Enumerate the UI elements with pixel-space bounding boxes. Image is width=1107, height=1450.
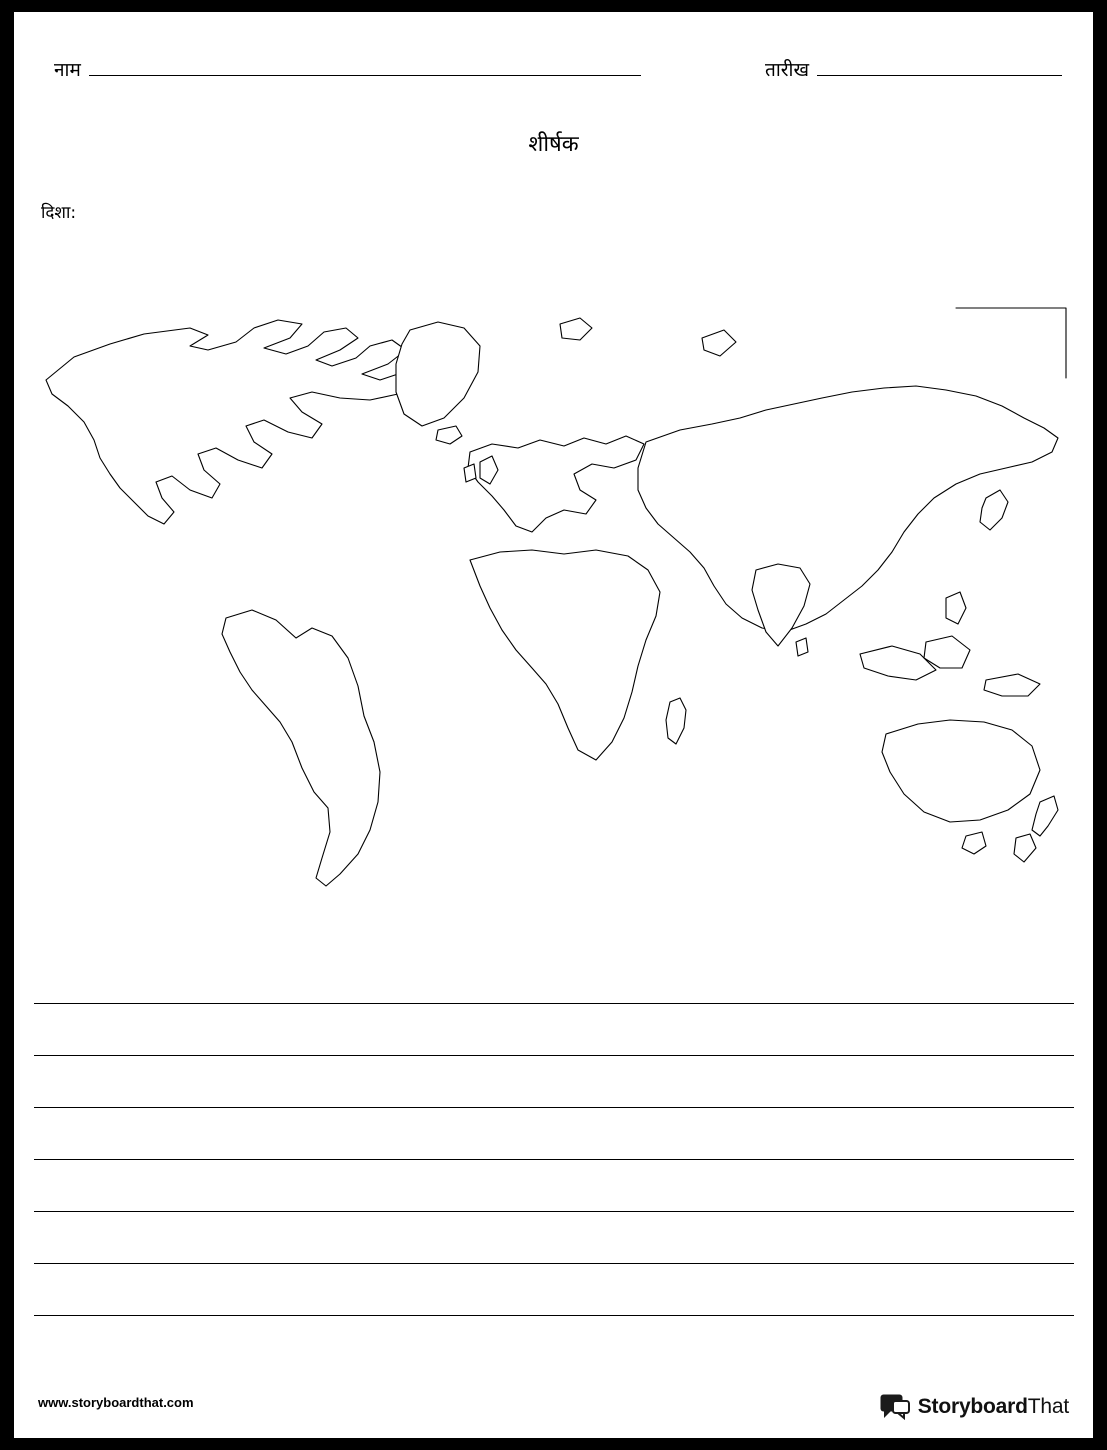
brand-logo-group (880, 1394, 1069, 1420)
brand-name-first: Storyboard (917, 1395, 1028, 1418)
map-frame-corner (956, 308, 1066, 378)
writing-lines (34, 952, 1074, 1316)
name-label: नाम (54, 59, 81, 81)
novaya-zemlya-path (702, 330, 736, 356)
worksheet-page (14, 12, 1093, 1438)
sri-lanka-path (796, 638, 808, 656)
new-guinea-path (984, 674, 1040, 696)
writing-line[interactable] (34, 1056, 1074, 1108)
writing-line[interactable] (34, 1004, 1074, 1056)
australia-path (882, 720, 1040, 822)
philippines-path (946, 592, 966, 624)
world-map-svg (40, 302, 1068, 912)
greenland-path (396, 322, 480, 426)
tasmania-path (962, 832, 986, 854)
iceland-path (436, 426, 462, 444)
writing-line[interactable] (34, 1160, 1074, 1212)
brand-name-second: That (1027, 1395, 1069, 1418)
name-input-rule[interactable] (89, 59, 641, 76)
europe-path (468, 436, 644, 532)
borneo-path (924, 636, 970, 668)
world-map (40, 302, 1068, 912)
north-america-path (46, 320, 444, 524)
writing-line[interactable] (34, 1108, 1074, 1160)
brand-name (918, 1395, 1069, 1419)
writing-line[interactable] (34, 1264, 1074, 1316)
japan-path (980, 490, 1008, 530)
south-america-path (222, 610, 380, 886)
footer-url[interactable]: www.storyboardthat.com (38, 1395, 194, 1410)
new-zealand-south-path (1014, 834, 1036, 862)
page-title: शीर्षक (528, 132, 579, 157)
date-field[interactable] (765, 56, 1062, 82)
madagascar-path (666, 698, 686, 744)
new-zealand-path (1032, 796, 1058, 836)
africa-path (470, 550, 660, 760)
speech-bubble-icon (880, 1394, 910, 1420)
date-label: तारीख (765, 59, 809, 81)
date-input-rule[interactable] (817, 59, 1062, 76)
writing-line[interactable] (34, 1212, 1074, 1264)
writing-line[interactable] (34, 952, 1074, 1004)
directions-label: दिशा: (41, 203, 77, 223)
header-fields (14, 56, 1093, 90)
svalbard-path (560, 318, 592, 340)
ireland-path (464, 464, 476, 482)
name-field[interactable] (54, 56, 641, 82)
india-path (752, 564, 810, 646)
